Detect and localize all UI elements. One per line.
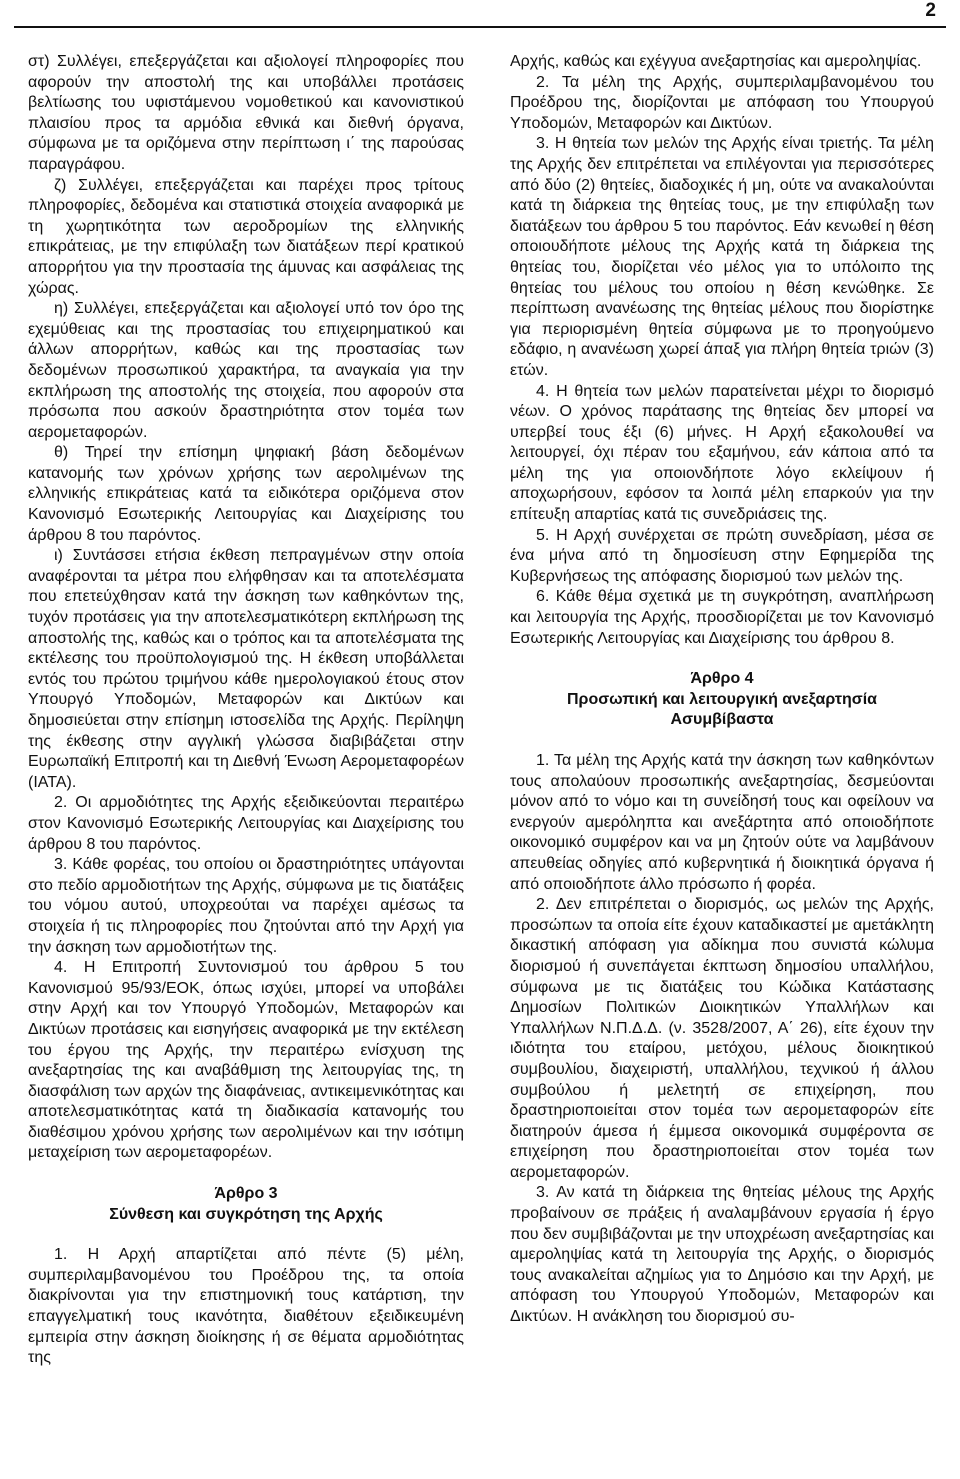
paragraph-4: 4. Η Επιτροπή Συντονισμού του άρθρου 5 του Κανονισμού 95/93/ΕΟΚ, όπως ισχύει, μπορεί να υποβάλει στην Αρχή και τον Υπουργό Υποδομών, Μεταφορών και Δικτύων προτάσεις και εισηγήσεις αναφορικά με την εκτέλεση του έργου της Αρχής, την περαιτέρω ενίσχυση της ανεξαρτησίας της και αναβάθμιση της λειτουργίας της, τη διασφάλιση των αρχών της διαφάνειας, αντικειμενικότητας και αποτελεσματικότητας κατά τη διαδικασία κατανομής του διαθέσιμου χρόνου χρήσης των αερολιμένων και την ισότιμη μεταχείριση των αερομεταφορέων. [28,959,464,1162]
article-4-paragraph-1: 1. Τα μέλη της Αρχής κατά την άσκηση των καθηκόντων τους απολαύουν προσωπικής ανεξαρτησίας, δεσμεύονται μόνον από το νόμο και τη συνείδησή τους και οφείλουν να ενεργούν αμερόληπτα και ανεξάρτητα από οποιοδήποτε οικονομικό συμφέρον και να μη ζητούν ούτε να λαμβάνουν απευθείας οδηγίες από κυβερνητικά ή διοικητικά όργανα ή από οποιοδήποτε άλλο πρόσωπο ή φορέα. [510,752,934,893]
paragraph-iota: ι) Συντάσσει ετήσια έκθεση πεπραγμένων στην οποία αναφέρονται τα μέτρα που ελήφθησαν και τα αποτελέσματα που επετεύχθησαν κατά την άσκηση των καθηκόντων της, τυχόν προτάσεις για την αποτελεσματικότερη εκπλήρωση της αποστολής της, καθώς και ο τρόπος και τα αποτελέσματα της εκτέλεσης του προϋπολογισμού της. Η έκθεση υποβάλλεται εντός του πρώτου τριμήνου κάθε ημερολογιακού έτους στον Υπουργό Υποδομών, Μεταφορών και Δικτύων και δημοσιεύεται στην επίσημη ιστοσελίδα της Αρχής. Περίληψη της έκθεσης στην αγγλική γλώσσα διαβιβάζεται στην Ευρωπαϊκή Επιτροπή και τη Διεθνή Ένωση Αερομεταφορέων (ΙΑΤΑ). [28,547,464,791]
paragraph-z: ζ) Συλλέγει, επεξεργάζεται και παρέχει προς τρίτους πληροφορίες, δεδομένα και στατιστικά στοιχεία αναφορικά με τη χωρητικότητα των αεροδρομίων της ελληνικής επικράτειας, με την επιφύλαξη των διατάξεων περί κρατικού απορρήτου για την προστασία της άμυνας και ασφάλειας της χώρας. [28,176,464,297]
article-4-paragraph-2: 2. Δεν επιτρέπεται ο διορισμός, ως μελών της Αρχής, προσώπων τα οποία είτε έχουν καταδικαστεί με αμετάκλητη δικαστική απόφαση για αδίκημα που συνιστά κώλυμα διορισμού ή συνεπάγεται έκπτωση δημοσίου υπαλλήλου, σύμφωνα με τις διατάξεις του Κώδικα Κατάστασης Δημοσίων Πολιτικών Διοικητικών Υπαλλήλων και Υπαλλήλων Ν.Π.Δ.Δ. (ν. 3528/2007, Α΄ 26), είτε έχουν την ιδιότητα του εταίρου, μετόχου, μέλους διοικητικού συμβουλίου, διαχειριστή, υπαλλήλου, τεχνικού ή άλλου συμβούλου ή μελετητή σε επιχείρηση, που δραστηριοποιείται στον τομέα των αερομεταφορών είτε διατηρούν άμεσα ή έμμεσα οικονομικά συμφέροντα σε επιχείρηση που δραστηριοποιείται στον τομέα των αερομεταφορών. [510,896,934,1181]
article-3-paragraph-3: 3. Η θητεία των μελών της Αρχής είναι τριετής. Τα μέλη της Αρχής δεν επιτρέπεται να επιλέγονται για περισσότερες από δύο (2) θητείες, διαδοχικές ή μη, ούτε να ανακαλούνται κατά τη διάρκεια της θητείας τους, με την επιφύλαξη των διατάξεων του άρθρου 5 του παρόντος. Εάν κενωθεί η θέση οποιουδήποτε μέλους της Αρχής κατά τη διάρκεια της θητείας του, διορίζεται νέο μέλος για το υπόλοιπο της θητείας του μέλους του οποίου η θέση κενώθηκε. Σε περίπτωση ανανέωσης της θητείας μέλους που διορίστηκε για περιορισμένη θητεία σύμφωνα με το προηγούμενο εδάφιο, η ανανέωση χωρεί άπαξ για πλήρη θητεία τριών (3) ετών. [510,135,934,379]
right-column [510,52,934,1328]
article-3-title: Άρθρο 3 [214,1185,278,1203]
left-column [28,52,464,1369]
article-3-subtitle: Σύνθεση και συγκρότηση της Αρχής [109,1205,383,1223]
page-number: 2 [925,0,936,21]
article-3-paragraph-4: 4. Η θητεία των μελών παρατείνεται μέχρι το διορισμό νέων. Ο χρόνος παράτασης της θητείας δεν μπορεί να υπερβεί τους έξι (6) μήνες. Η Αρχή εξακολουθεί να λειτουργεί, όχι πέραν του εξαμήνου, εάν κάποια από τα μέλη της για οποιονδήποτε λόγο εκλείψουν ή αποχωρήσουν, εφόσον τα λοιπά μέλη επαρκούν για την επίτευξη απαρτίας κατά τις συνεδριάσεις της. [510,382,934,524]
paragraph-2: 2. Οι αρμοδιότητες της Αρχής εξειδικεύονται περαιτέρω στον Κανονισμό Εσωτερικής Λειτουργίας και Διαχείρισης του άρθρου 8 του παρόντος. [28,794,464,853]
article-4-subtitle-line-1: Προσωπική και λειτουργική ανεξαρτησία [567,690,877,708]
article-3-paragraph-2: 2. Τα μέλη της Αρχής, συμπεριλαμβανομένου του Προέδρου της, διορίζονται με απόφαση του Υπουργού Υποδομών, Μεταφορών και Δικτύων. [510,73,934,132]
paragraph-th: θ) Τηρεί την επίσημη ψηφιακή βάση δεδομένων κατανομής των χρόνων χρήσης των αερολιμένων της ελληνικής επικράτειας κατά τα ειδικότερα οριζόμενα στον Κανονισμό Εσωτερικής Λειτουργίας και Διαχείρισης του άρθρου 8 του παρόντος. [28,444,464,544]
paragraph-st: στ) Συλλέγει, επεξεργάζεται και αξιολογεί πληροφορίες που αφορούν την αποστολή της και υποβάλλει προτάσεις βελτίωσης του υφιστάμενου νομοθετικού και κανονιστικού πλαισίου προς τα αρμόδια εθνικά και διεθνή όργανα, σύμφωνα με τα οριζόμενα στην περίπτωση ι΄ της παρούσας παραγράφου. [28,53,464,173]
article-3-paragraph-5: 5. Η Αρχή συνέρχεται σε πρώτη συνεδρίαση, μέσα σε ένα μήνα από τη δημοσίευση στην Εφημερίδα της Κυβερνήσεως της απόφασης διορισμού των μελών της. [510,526,934,585]
article-4-subtitle-line-2: Ασυμβίβαστα [670,711,774,729]
paragraph-3: 3. Κάθε φορέας, του οποίου οι δραστηριότητες υπάγονται στο πεδίο αρμοδιοτήτων της Αρχής, σύμφωνα με τις διατάξεις του νόμου αυτού, υποχρεούται να παρέχει αμέσως τα στοιχεία ή τις πληροφορίες που ζητούνται από την Αρχή για την άσκηση των αρμοδιοτήτων της. [28,856,464,956]
paragraph-i: η) Συλλέγει, επεξεργάζεται και αξιολογεί υπό τον όρο της εχεμύθειας και της προστασίας του επιχειρηματικού και άλλων απορρήτων, καθώς και της προστασίας των δεδομένων προσωπικού χαρακτήρα, τα αναγκαία για την εκπλήρωση της αποστολής της στοιχεία, που αφορούν στα πρόσωπα που ασκούν δραστηριότητα στον τομέα των αερομεταφορών. [28,300,464,441]
continuation-text: Αρχής, καθώς και εχέγγυα ανεξαρτησίας και αμεροληψίας. [510,53,922,70]
article-4-title: Άρθρο 4 [690,670,754,688]
article-3-paragraph-6: 6. Κάθε θέμα σχετικά με τη συγκρότηση, αναπλήρωση και λειτουργία της Αρχής, προσδιορίζεται με τον Κανονισμό Εσωτερικής Λειτουργίας και Διαχείρισης του άρθρου 8. [510,588,934,647]
article-4-paragraph-3: 3. Αν κατά τη διάρκεια της θητείας μέλους της Αρχής προβαίνουν σε πράξεις ή αναλαμβάνουν εργασία ή έργο που δεν συμβιβάζονται με την υποχρέωση ανεξαρτησίας και αμεροληψίας κατά τη λειτουργία της Αρχής, ο διορισμός τους ανακαλείται αζημίως για το Δημόσιο και την Αρχή, με απόφαση του Υπουργού Υποδομών, Μεταφορών και Δικτύων. Η ανάκληση του διορισμού συ- [510,1184,934,1326]
header-rule [14,26,946,28]
article-3-paragraph-1: 1. Η Αρχή απαρτίζεται από πέντε (5) μέλη, συμπεριλαμβανομένου του Προέδρου της, τα οποία διακρίνονται για την επιστημονική τους κατάρτιση, την επαγγελματική τους ικανότητα, διαθέτουν εξειδικευμένη εμπειρία στην άσκηση διοίκησης ή σε θέματα αρμοδιότητας της [28,1246,464,1367]
